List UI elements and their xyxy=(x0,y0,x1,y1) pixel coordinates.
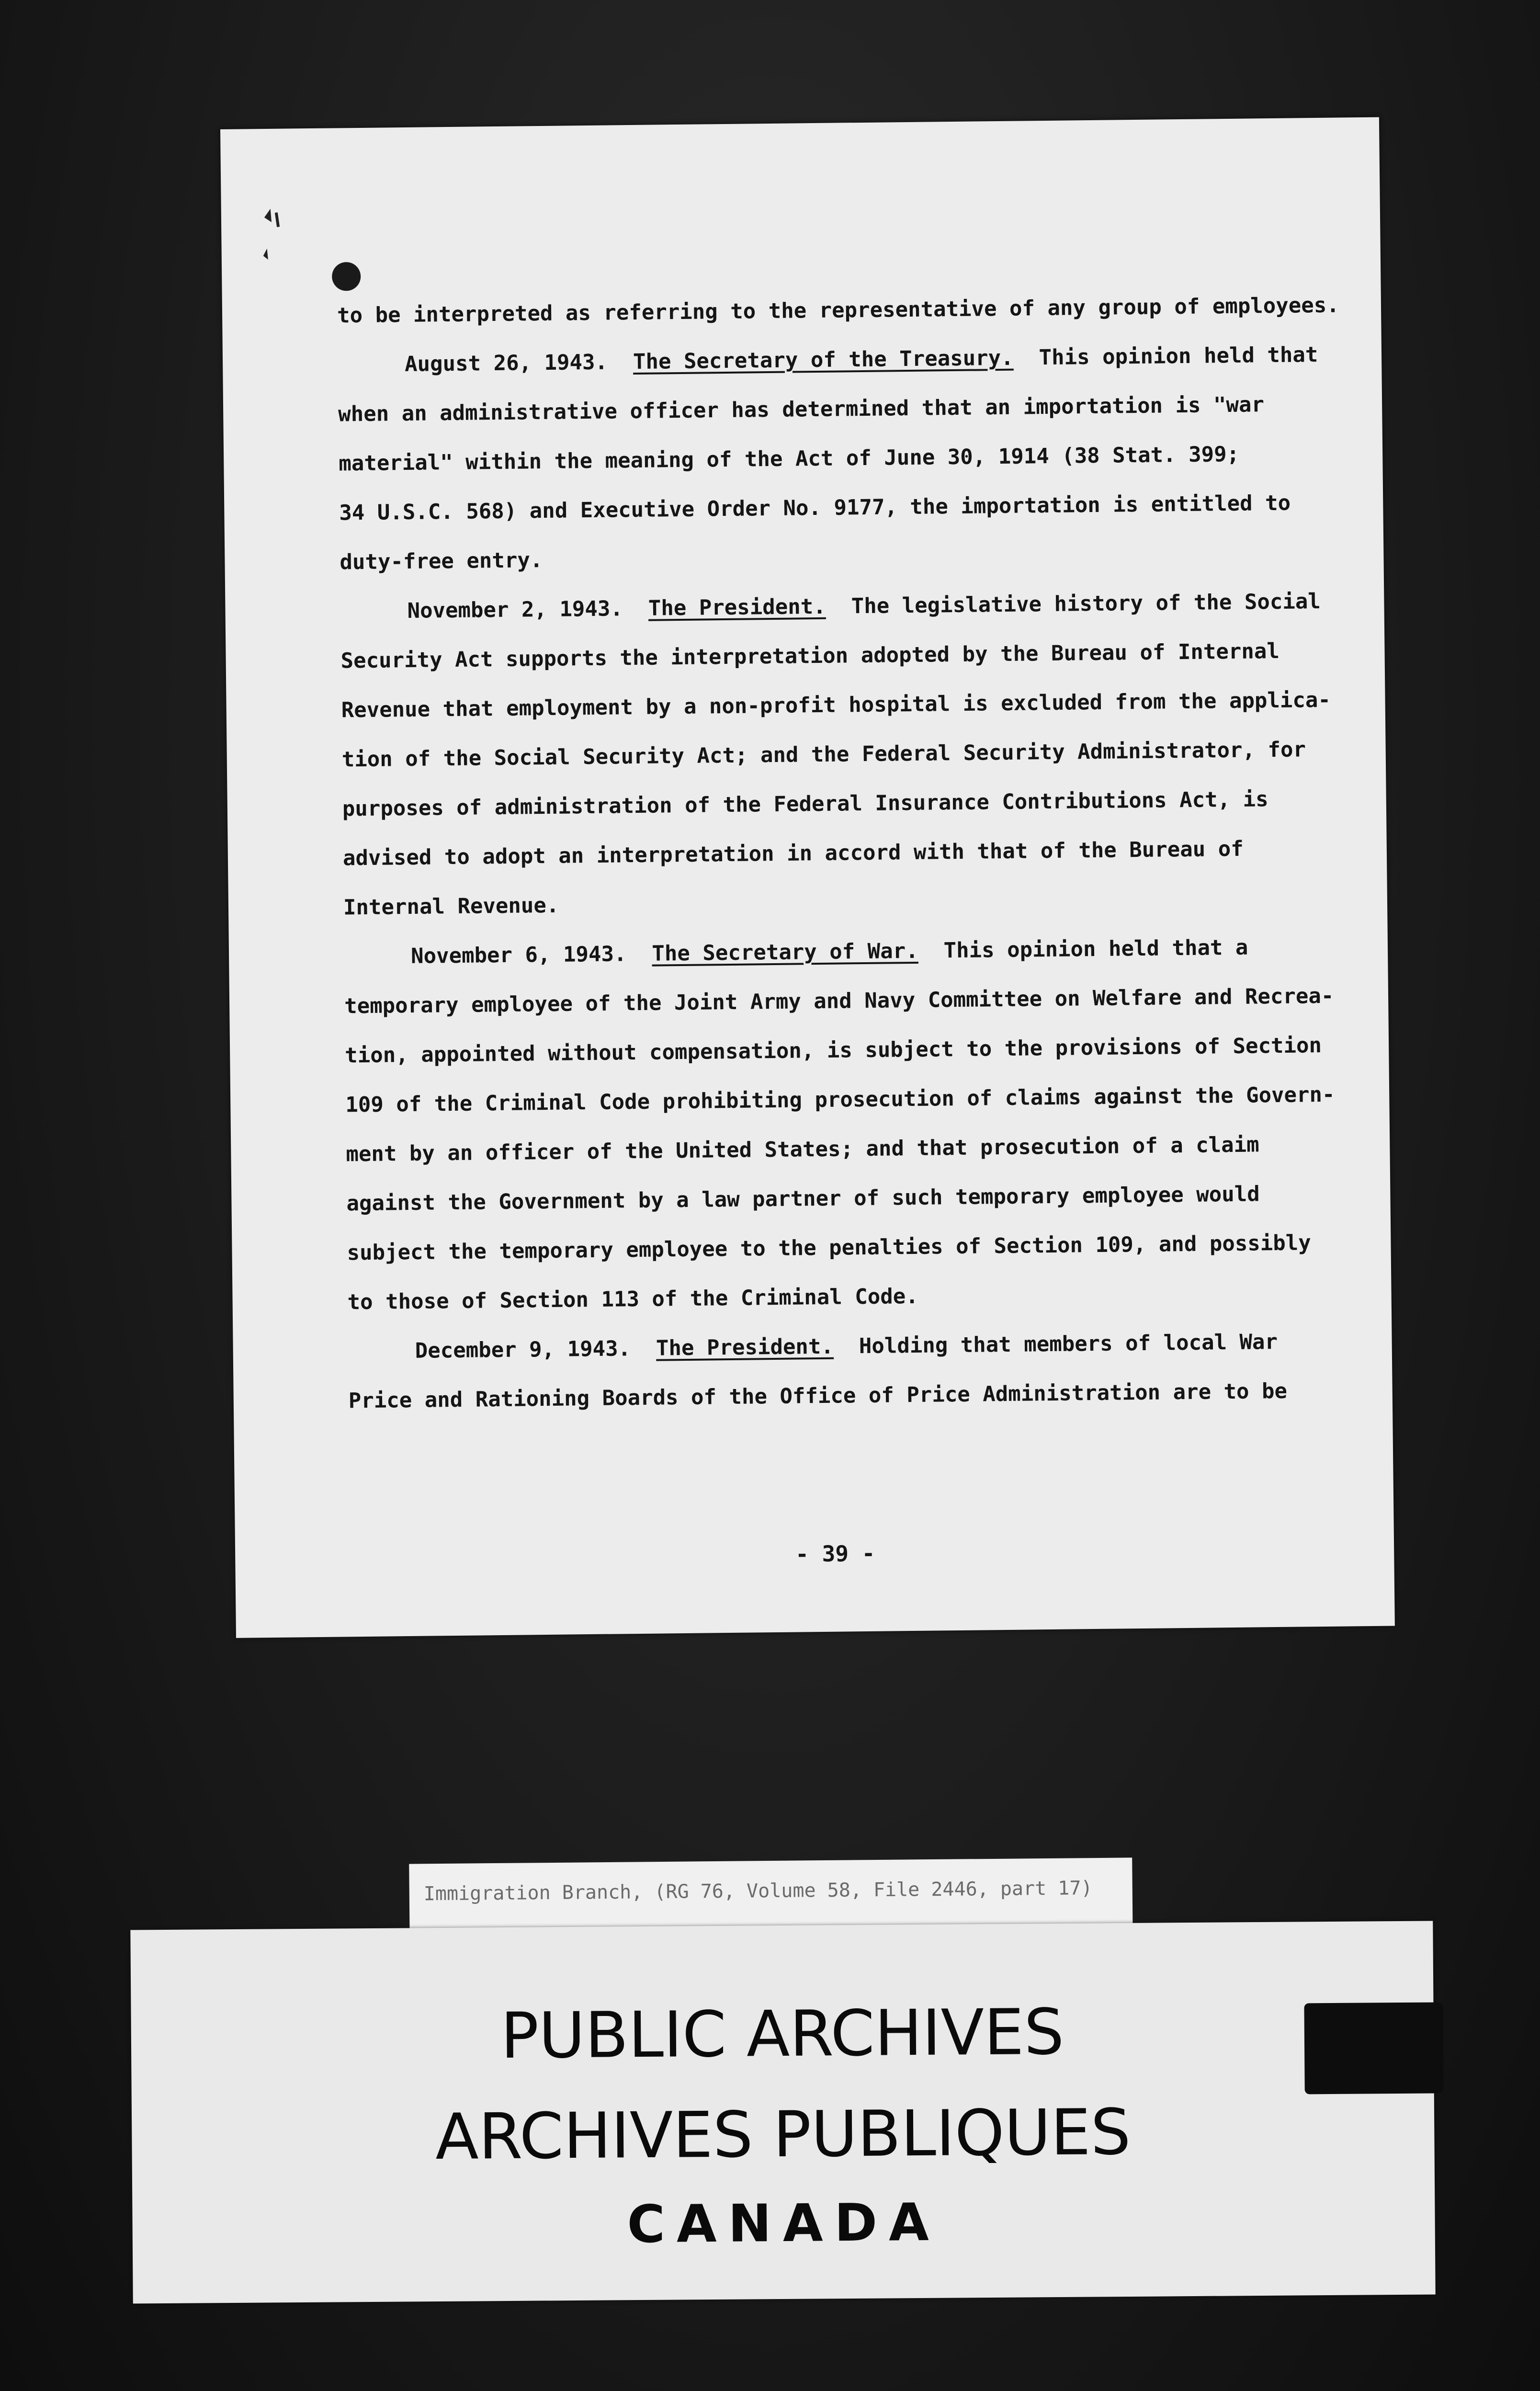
stamp-line-english: PUBLIC ARCHIVES xyxy=(500,1995,1064,2073)
stamp-line-country: CANADA xyxy=(627,2192,941,2255)
line-text: purposes of administration of the Federal Insurance Contributions Act, is xyxy=(342,787,1268,821)
line-text: December 9, 1943. xyxy=(415,1336,657,1363)
archives-stamp xyxy=(130,1921,1435,2304)
document-body xyxy=(337,281,1345,1426)
line-text-continued: This opinion held that a xyxy=(918,935,1248,963)
text-line xyxy=(347,1218,1343,1278)
addressee-underlined: The President. xyxy=(648,594,826,621)
line-text: ment by an officer of the United States; and that prosecution of a claim xyxy=(346,1132,1259,1167)
document-page xyxy=(220,117,1395,1638)
line-text: duty-free entry. xyxy=(340,548,543,575)
line-text: Internal Revenue. xyxy=(343,893,559,920)
punch-hole xyxy=(332,262,361,291)
line-text: Revenue that employment by a non-profit hospital is excluded from the applica- xyxy=(341,687,1331,723)
line-text-continued: Holding that members of local War xyxy=(833,1330,1278,1359)
line-text: Price and Rationing Boards of the Office of Price Administration are to be xyxy=(348,1378,1288,1413)
text-line xyxy=(342,823,1339,883)
line-text: November 6, 1943. xyxy=(410,941,652,968)
line-text: 34 U.S.C. 568) and Executive Order No. 9177, the importation is entitled to xyxy=(339,490,1291,525)
addressee-underlined: The Secretary of War. xyxy=(652,938,918,966)
line-text: subject the temporary employee to the penalties of Section 109, and possibly xyxy=(347,1230,1312,1265)
line-text: advised to adopt an interpretation in accord with that of the Bureau of xyxy=(342,836,1244,871)
addressee-underlined: The President. xyxy=(656,1334,834,1361)
text-line xyxy=(339,478,1336,538)
line-text: to be interpreted as referring to the representative of any group of employees. xyxy=(337,293,1339,328)
reference-label-text: Immigration Branch, (RG 76, Volume 58, File 2446, part 17) xyxy=(423,1877,1093,1905)
line-text: when an administrative officer has determined that an importation is "war xyxy=(338,392,1265,427)
line-text: to those of Section 113 of the Criminal Code. xyxy=(347,1284,918,1315)
line-text-continued: The legislative history of the Social xyxy=(826,589,1321,619)
line-text: August 26, 1943. xyxy=(404,350,634,376)
line-text: 109 of the Criminal Code prohibiting prosecution of claims against the Govern- xyxy=(345,1082,1335,1117)
stamp-line-french: ARCHIVES PUBLIQUES xyxy=(435,2095,1131,2175)
line-text: material" within the meaning of the Act of June 30, 1914 (38 Stat. 399; xyxy=(339,442,1240,476)
page-number: - 39 - xyxy=(795,1540,875,1567)
line-text: tion of the Social Security Act; and the Federal Security Administrator, for xyxy=(341,737,1306,772)
line-text: Security Act supports the interpretation adopted by the Bureau of Internal xyxy=(340,638,1280,673)
line-text-continued: This opinion held that xyxy=(1013,342,1318,370)
line-text: against the Government by a law partner of such temporary employee would xyxy=(346,1182,1260,1216)
corner-marks xyxy=(257,203,286,271)
line-text: temporary employee of the Joint Army and Navy Committee on Welfare and Recrea- xyxy=(344,983,1334,1019)
line-text: November 2, 1943. xyxy=(407,596,649,623)
addressee-underlined: The Secretary of the Treasury. xyxy=(633,345,1014,374)
text-line xyxy=(348,1366,1345,1426)
line-text: tion, appointed without compensation, is subject to the provisions of Section xyxy=(344,1033,1322,1068)
